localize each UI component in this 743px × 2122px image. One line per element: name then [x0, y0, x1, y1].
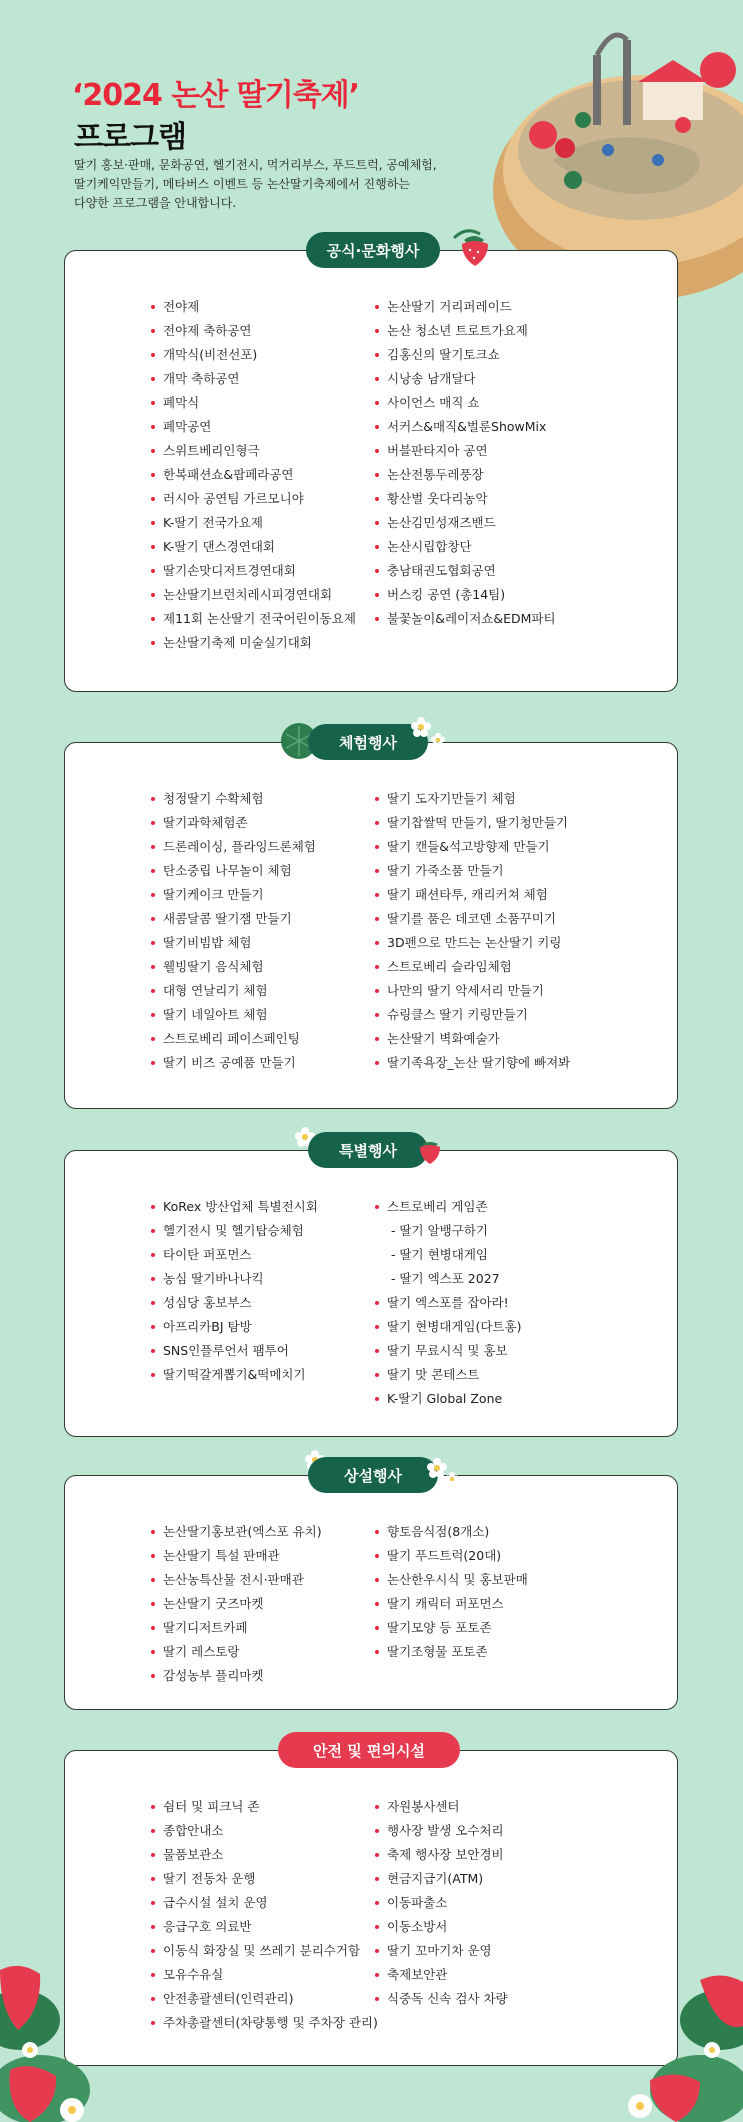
- list-item: 감성농부 플리마켓: [151, 1664, 375, 1688]
- list-item: 딸기 무료시식 및 홍보: [375, 1339, 655, 1363]
- list-item: 이동식 화장실 및 쓰레기 분리수거함: [151, 1939, 375, 1963]
- list-item: 불꽃놀이&레이저쇼&EDM파티: [375, 607, 655, 631]
- list-item: 스위트베리인형극: [151, 439, 375, 463]
- list-item: K-딸기 Global Zone: [375, 1387, 655, 1411]
- list-item: 대형 연날리기 체험: [151, 979, 375, 1003]
- section-title-pill: 공식·문화행사: [306, 232, 440, 268]
- list-item: 성심당 홍보부스: [151, 1291, 375, 1315]
- list-item: 논산딸기축제 미술실기대회: [151, 631, 375, 655]
- program-list-right: [375, 1520, 655, 1688]
- program-list-right: [375, 1795, 655, 2035]
- list-item: 논산농특산물 전시·판매관: [151, 1568, 375, 1592]
- list-item: 딸기떡갈게뽑기&떡메치기: [151, 1363, 375, 1387]
- list-item: 모유수유실: [151, 1963, 375, 1987]
- section-title-pill: 체험행사: [308, 724, 428, 760]
- section-title-pill: 특별행사: [308, 1132, 428, 1168]
- section-title-pill: 상설행사: [308, 1457, 438, 1493]
- list-item: 나만의 딸기 악세서리 만들기: [375, 979, 655, 1003]
- list-item: 딸기과학체험존: [151, 811, 375, 835]
- list-item: 헬기전시 및 헬기탑승체험: [151, 1219, 375, 1243]
- list-subitem: - 딸기 현병대게임: [391, 1247, 488, 1262]
- list-item: 이동파출소: [375, 1891, 655, 1915]
- list-item: 충남태권도협회공연: [375, 559, 655, 583]
- list-item: 논산시립합창단: [375, 535, 655, 559]
- list-item: SNS인플루언서 팸투어: [151, 1339, 375, 1363]
- list-item: 농심 딸기바나나킥: [151, 1267, 375, 1291]
- list-item: 축제 행사장 보안경비: [375, 1843, 655, 1867]
- strawberry-icon: [416, 1138, 444, 1166]
- list-item: 황산벌 웃다리농악: [375, 487, 655, 511]
- list-item: 딸기 현병대게임(다트홍): [375, 1315, 655, 1339]
- list-item: 딸기 맛 콘테스트: [375, 1363, 655, 1387]
- list-item: 딸기 꼬마기차 운영: [375, 1939, 655, 1963]
- list-item: KoRex 방산업체 특별전시회: [151, 1195, 375, 1219]
- list-item: 한복패션쇼&팝페라공연: [151, 463, 375, 487]
- section-card: [64, 250, 678, 692]
- list-item: 딸기 네일아트 체험: [151, 1003, 375, 1027]
- list-item: 향토음식점(8개소): [375, 1520, 655, 1544]
- list-item: 논산딸기 벽화예술가: [375, 1027, 655, 1051]
- list-item: 논산딸기 거리퍼레이드: [375, 295, 655, 319]
- list-item: 딸기디저트카페: [151, 1616, 375, 1640]
- list-item: 딸기 가죽소품 만들기: [375, 859, 655, 883]
- list-item: 축제보안관: [375, 1963, 655, 1987]
- list-item: 딸기를 품은 데코덴 소품꾸미기: [375, 907, 655, 931]
- list-item: 딸기조형물 포토존: [375, 1640, 655, 1664]
- list-item: 개막 축하공연: [151, 367, 375, 391]
- list-item: 논산딸기홍보관(엑스포 유치): [151, 1520, 375, 1544]
- section-card: [64, 1475, 678, 1710]
- flower-icon: [444, 1471, 460, 1487]
- list-item: 폐막공연: [151, 415, 375, 439]
- list-subitem: - 딸기 알뱅구하기: [391, 1223, 488, 1238]
- list-item: 서커스&매직&벌룬ShowMix: [375, 415, 655, 439]
- description-line: 딸기 홍보·판매, 문화공연, 헬기전시, 먹거리부스, 푸드트럭, 공예체험,: [74, 158, 437, 172]
- list-item: 새콤달콤 딸기잼 만들기: [151, 907, 375, 931]
- list-item: 논산딸기브런치레시피경연대회: [151, 583, 375, 607]
- page-title: ‘2024 논산 딸기축제’: [72, 78, 360, 113]
- list-item: 종합안내소: [151, 1819, 375, 1843]
- section-card: [64, 1750, 678, 2066]
- list-item: 논산딸기 굿즈마켓: [151, 1592, 375, 1616]
- list-item: 급수시설 설치 운영: [151, 1891, 375, 1915]
- list-item: 논산딸기 특설 판매관: [151, 1544, 375, 1568]
- list-item: 딸기비빔밥 체험: [151, 931, 375, 955]
- list-item: 제11회 논산딸기 전국어린이동요제: [151, 607, 375, 631]
- list-item: 행사장 발생 오수처리: [375, 1819, 655, 1843]
- section-experience: [64, 722, 676, 1107]
- program-list-right: [375, 787, 655, 1075]
- list-item: 딸기 캔들&석고방향제 만들기: [375, 835, 655, 859]
- list-item: 아프리카BJ 탐방: [151, 1315, 375, 1339]
- list-item: 버블판타지아 공연: [375, 439, 655, 463]
- list-item: 딸기찹쌀떡 만들기, 딸기청만들기: [375, 811, 655, 835]
- list-item: 논산한우시식 및 홍보판매: [375, 1568, 655, 1592]
- list-item: 딸기 푸드트럭(20대): [375, 1544, 655, 1568]
- flower-icon: [430, 732, 446, 748]
- list-item: 딸기 레스토랑: [151, 1640, 375, 1664]
- section-permanent: [64, 1455, 676, 1708]
- list-item: 물품보관소: [151, 1843, 375, 1867]
- list-item: 청정딸기 수확체험: [151, 787, 375, 811]
- list-item: 타이탄 퍼포먼스: [151, 1243, 375, 1267]
- list-item: 스트로베리 페이스페인팅: [151, 1027, 375, 1051]
- list-item: 주차총괄센터(차량통행 및 주차장 관리): [151, 2011, 375, 2035]
- list-item: 딸기 전동차 운행: [151, 1867, 375, 1891]
- section-card: [64, 742, 678, 1109]
- hero-description: [74, 156, 454, 213]
- list-item: 논산전통두레풍장: [375, 463, 655, 487]
- list-item: 탄소중립 나무놀이 체험: [151, 859, 375, 883]
- list-item: K-딸기 댄스경연대회: [151, 535, 375, 559]
- list-item: 자원봉사센터: [375, 1795, 655, 1819]
- list-item: 폐막식: [151, 391, 375, 415]
- list-item: 딸기손맛디저트경연대회: [151, 559, 375, 583]
- list-item: 식중독 신속 검사 차량: [375, 1987, 655, 2011]
- program-list-right: [375, 1195, 655, 1411]
- list-item: 스트로베리 게임존: [375, 1195, 655, 1219]
- list-item: 딸기 비즈 공예품 만들기: [151, 1051, 375, 1075]
- flower-icon: [410, 716, 432, 738]
- list-item: 스트로베리 슬라임체험: [375, 955, 655, 979]
- list-item: 시낭송 남개달다: [375, 367, 655, 391]
- program-list-left: [151, 1520, 375, 1688]
- section-official-cultural: [64, 230, 676, 690]
- program-list-left: [151, 787, 375, 1075]
- list-item: 개막식(비전선포): [151, 343, 375, 367]
- list-item: 전야제: [151, 295, 375, 319]
- program-list-left: [151, 1795, 378, 2035]
- list-item: 딸기족욕장_논산 딸기향에 빠져봐: [375, 1051, 655, 1075]
- list-item: 웰빙딸기 음식체험: [151, 955, 375, 979]
- list-item: 논산 청소년 트로트가요제: [375, 319, 655, 343]
- list-item: 이동소방서: [375, 1915, 655, 1939]
- program-list-left: [151, 1195, 375, 1411]
- list-item: 쉼터 및 피크닉 존: [151, 1795, 375, 1819]
- list-item: 딸기 도자기만들기 체험: [375, 787, 655, 811]
- list-item: 전야제 축하공연: [151, 319, 375, 343]
- description-line: 딸기케익만들기, 메타버스 이벤트 등 논산딸기축제에서 진행하는: [74, 177, 410, 191]
- list-item: 응급구호 의료반: [151, 1915, 375, 1939]
- section-safety-facilities: [64, 1730, 676, 2064]
- list-item: 딸기 패션타투, 캐리커쳐 체험: [375, 883, 655, 907]
- program-list-left: [151, 295, 375, 655]
- list-item: 딸기 엑스포를 잡아라!: [375, 1291, 655, 1315]
- strawberry-icon: [450, 224, 500, 268]
- list-item: 딸기 캐릭터 퍼포먼스: [375, 1592, 655, 1616]
- section-title-pill: 안전 및 편의시설: [278, 1732, 460, 1768]
- list-item: 딸기모양 등 포토존: [375, 1616, 655, 1640]
- list-item: 버스킹 공연 (총14팀): [375, 583, 655, 607]
- section-special: [64, 1130, 676, 1435]
- section-card: [64, 1150, 678, 1437]
- page-subtitle: 프로그램: [74, 120, 186, 155]
- list-item: 안전총괄센터(인력관리): [151, 1987, 375, 2011]
- list-item: 논산김민성재즈밴드: [375, 511, 655, 535]
- list-item: K-딸기 전국가요제: [151, 511, 375, 535]
- list-item: 김홍신의 딸기토크쇼: [375, 343, 655, 367]
- list-item: 딸기케이크 만들기: [151, 883, 375, 907]
- list-item: 사이언스 매직 쇼: [375, 391, 655, 415]
- description-line: 다양한 프로그램을 안내합니다.: [74, 196, 237, 210]
- list-subitem: - 딸기 엑스포 2027: [391, 1271, 500, 1286]
- list-item: 슈링클스 딸기 키링만들기: [375, 1003, 655, 1027]
- list-item: 러시아 공연팀 가르모니야: [151, 487, 375, 511]
- program-list-right: [375, 295, 655, 655]
- list-item: 드론레이싱, 플라잉드론체험: [151, 835, 375, 859]
- list-item: 3D펜으로 만드는 논산딸기 키링: [375, 931, 655, 955]
- list-item: 현금지급기(ATM): [375, 1867, 655, 1891]
